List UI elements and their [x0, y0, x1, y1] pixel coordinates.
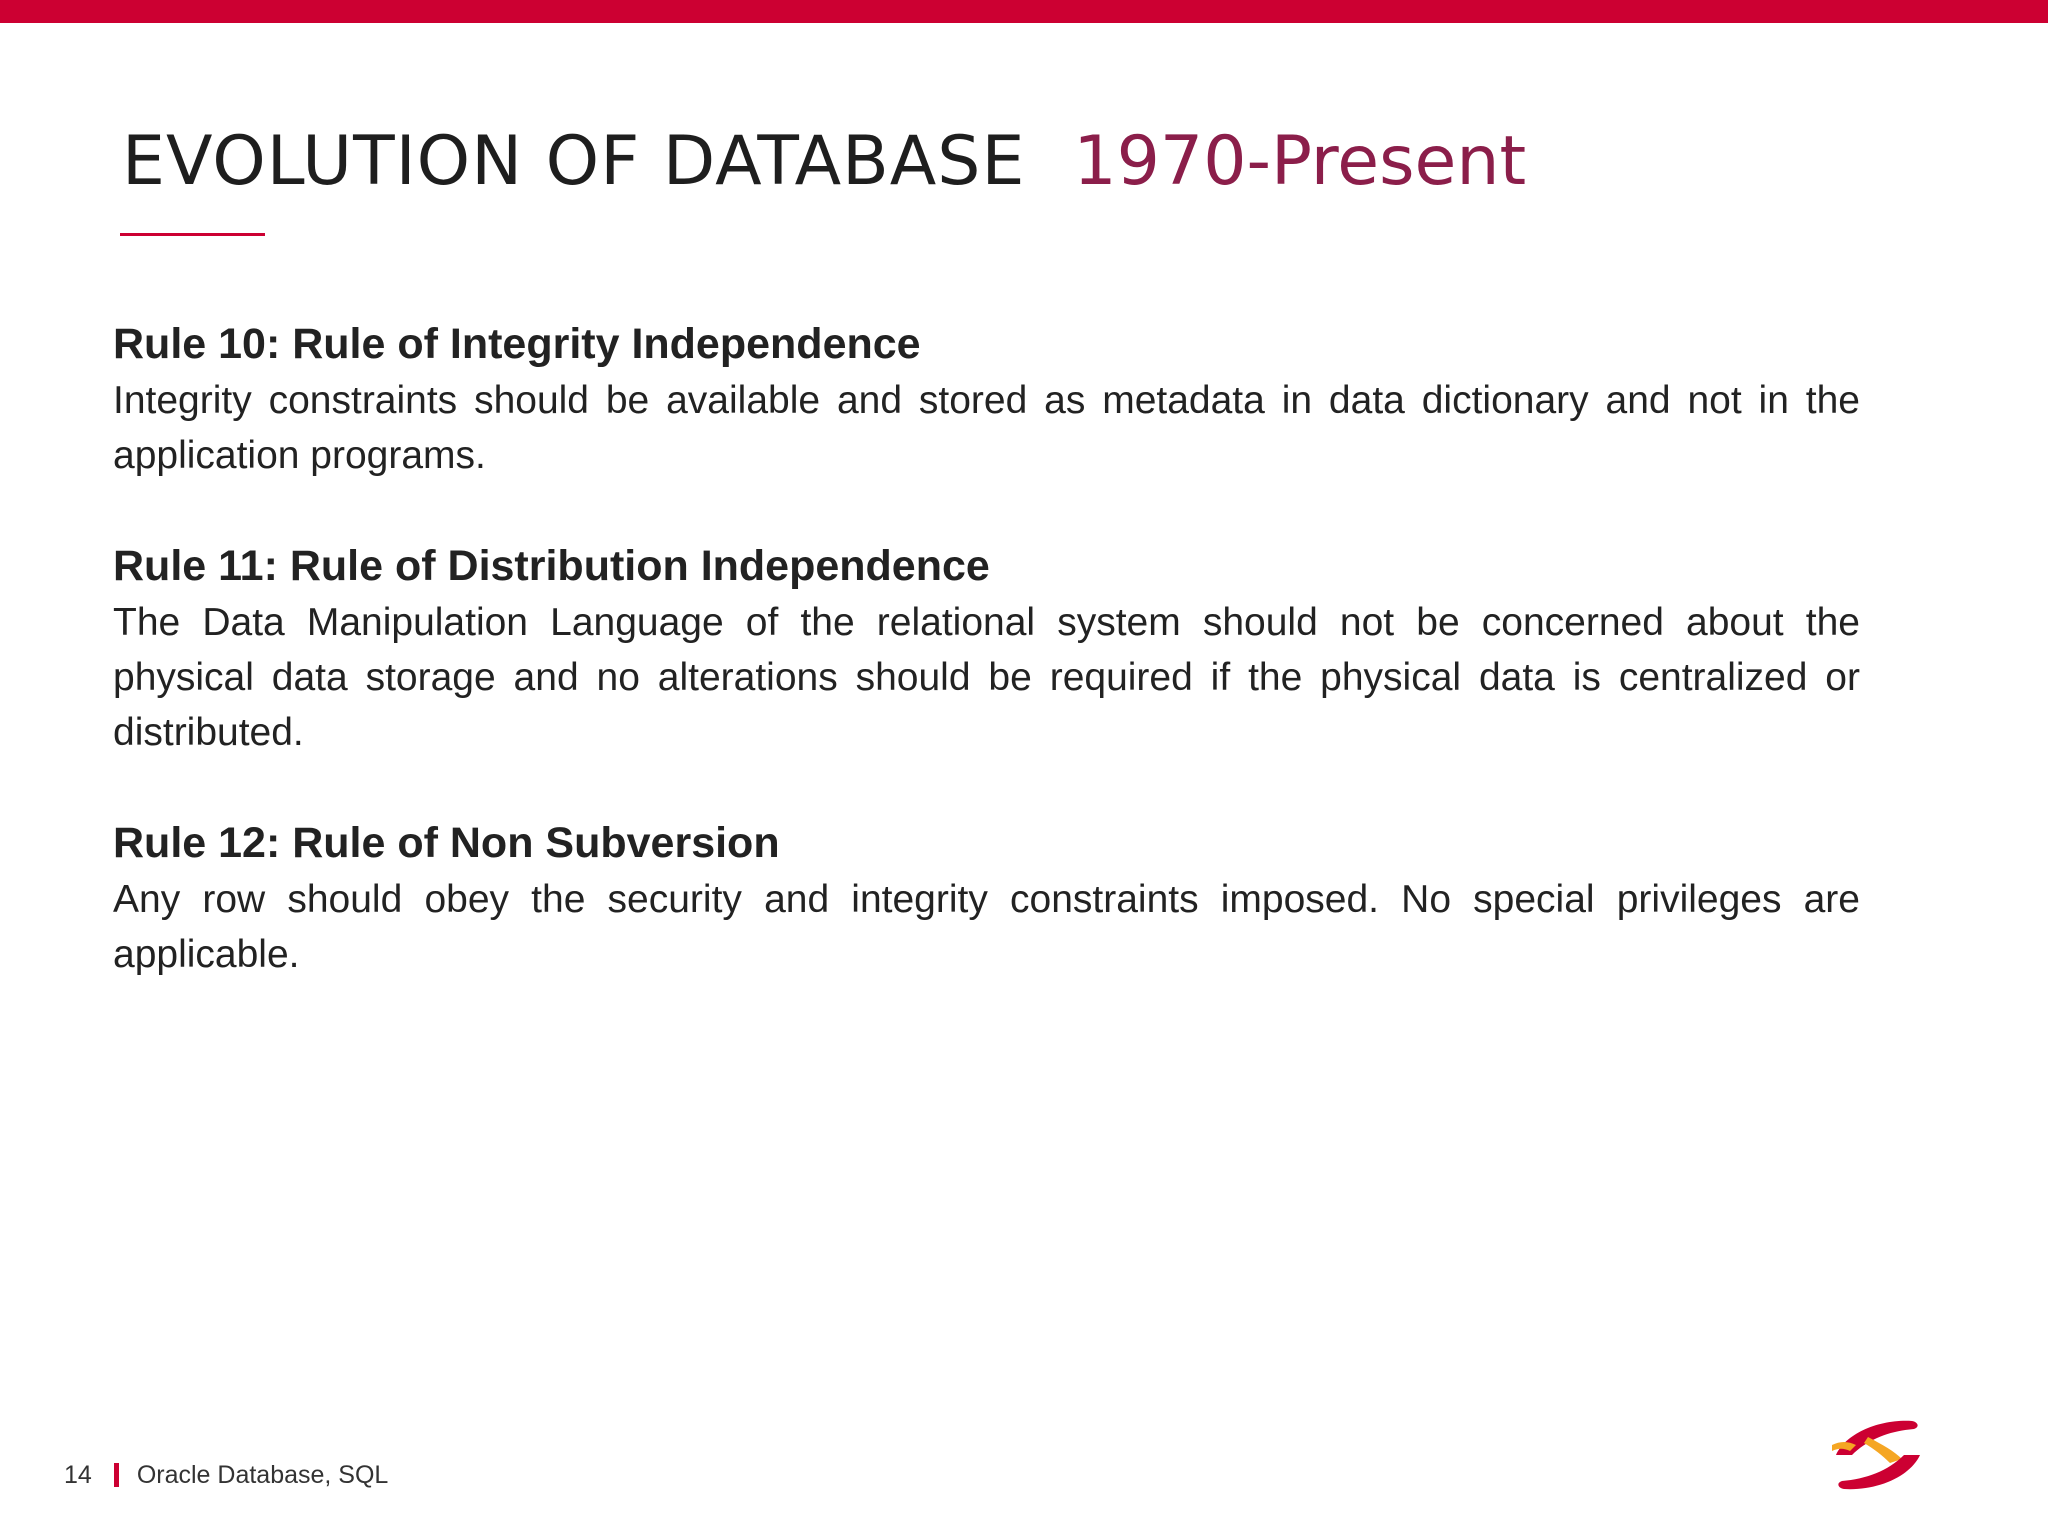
footer-separator — [114, 1463, 119, 1487]
rule-item-11 — [113, 537, 1860, 760]
rule-heading: Rule 12: Rule of Non Subversion — [113, 819, 780, 867]
rule-body: Any row should obey the security and integrity constraints imposed. No special privileges are applicable. — [113, 878, 1860, 976]
rule-heading: Rule 11: Rule of Distribution Independence — [113, 542, 990, 590]
sapient-logo-icon — [1828, 1415, 1928, 1495]
title-accent: 1970-Present — [1073, 122, 1527, 201]
top-accent-bar — [0, 0, 2048, 23]
footer-course: Oracle Database, SQL — [136, 1460, 389, 1489]
rule-item-12 — [113, 814, 1860, 982]
page-number: 14 — [64, 1460, 92, 1489]
rule-item-10 — [113, 315, 1860, 483]
title-main: EVOLUTION OF DATABASE — [122, 122, 1026, 201]
rule-body: Integrity constraints should be available and stored as metadata in data dictionary and not in the application programs. — [113, 379, 1860, 477]
rules-list — [113, 315, 1860, 1036]
title-underline — [120, 233, 265, 236]
rule-heading: Rule 10: Rule of Integrity Independence — [113, 320, 921, 368]
rule-body: The Data Manipulation Language of the relational system should not be concerned about the physical data storage and no alterations should be required if the physical data is centralized or distributed. — [113, 601, 1860, 754]
page-title — [122, 122, 1527, 201]
footer — [64, 1460, 388, 1490]
